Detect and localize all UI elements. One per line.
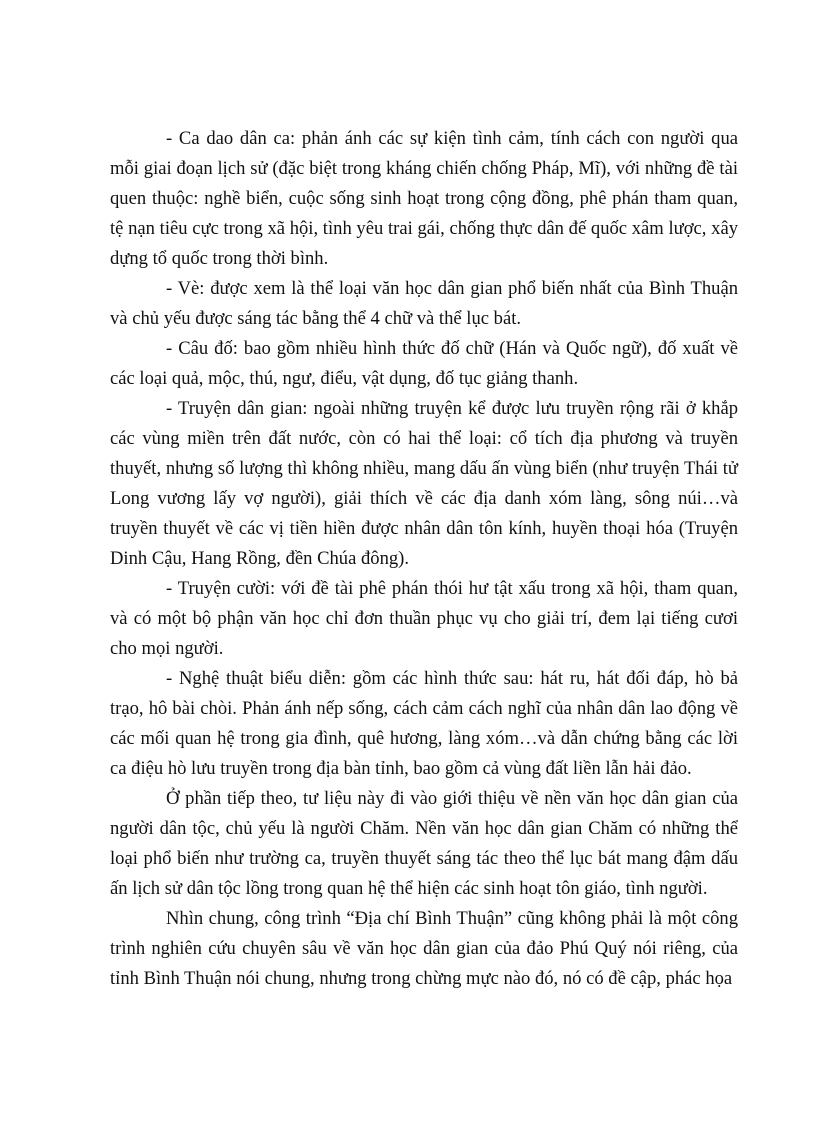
paragraph-van-hoc-cham: Ở phần tiếp theo, tư liệu này đi vào giới thiệu về nền văn học dân gian của người dân tộc, chủ yếu là người Chăm. Nền văn học dân gian Chăm có những thể loại phổ biến như trường ca, truyền thuyết sáng tác theo thể lục bát mang đậm dấu ấn lịch sử dân tộc lồng trong quan hệ thể hiện các sinh hoạt tôn giáo, tình người.	[110, 788, 738, 899]
paragraph-truyen-cuoi: - Truyện cười: với đề tài phê phán thói hư tật xấu trong xã hội, tham quan, và có một bộ phận văn học chỉ đơn thuần phục vụ cho giải trí, đem lại tiếng cươi cho mọi người.	[110, 578, 738, 659]
document-page	[110, 124, 738, 994]
paragraph-nghe-thuat-bieu-dien: - Nghệ thuật biểu diễn: gồm các hình thức sau: hát ru, hát đối đáp, hò bả trạo, hô bài chòi. Phản ánh nếp sống, cách cảm cách nghĩ của nhân dân lao động về các mối quan hệ trong gia đình, quê hương, làng xóm…và dẫn chứng bằng các lời ca điệu hò lưu truyền trong địa bàn tỉnh, bao gồm cả vùng đất liền lẫn hải đảo.	[110, 668, 738, 779]
paragraph-ca-dao: - Ca dao dân ca: phản ánh các sự kiện tình cảm, tính cách con người qua mỗi giai đoạn lịch sử (đặc biệt trong kháng chiến chống Pháp, Mĩ), với những đề tài quen thuộc: nghề biển, cuộc sống sinh hoạt trong cộng đồng, phê phán tham quan, tệ nạn tiêu cực trong xã hội, tình yêu trai gái, chống thực dân đế quốc xâm lược, xây dựng tổ quốc trong thời bình.	[110, 128, 738, 269]
paragraph-truyen-dan-gian: - Truyện dân gian: ngoài những truyện kể được lưu truyền rộng rãi ở khắp các vùng miền trên đất nước, còn có hai thể loại: cổ tích địa phương và truyền thuyết, nhưng số lượng thì không nhiều, mang dấu ấn vùng biển (như truyện Thái tử Long vương lấy vợ người), giải thích về các địa danh xóm làng, sông núi…và truyền thuyết về các vị tiền hiền được nhân dân tôn kính, huyền thoại hóa (Truyện Dinh Cậu, Hang Rồng, đền Chúa đông).	[110, 398, 738, 569]
paragraph-ve: - Vè: được xem là thể loại văn học dân gian phổ biến nhất của Bình Thuận và chủ yếu được sáng tác bằng thể 4 chữ và thể lục bát.	[110, 278, 738, 329]
paragraph-nhin-chung: Nhìn chung, công trình “Địa chí Bình Thuận” cũng không phải là một công trình nghiên cứu chuyên sâu về văn học dân gian của đảo Phú Quý nói riêng, của tỉnh Bình Thuận nói chung, nhưng trong chừng mực nào đó, nó có đề cập, phác họa	[110, 908, 738, 989]
paragraph-cau-do: - Câu đố: bao gồm nhiều hình thức đố chữ (Hán và Quốc ngữ), đố xuất về các loại quả, mộc, thú, ngư, điểu, vật dụng, đố tục giảng thanh.	[110, 338, 738, 389]
